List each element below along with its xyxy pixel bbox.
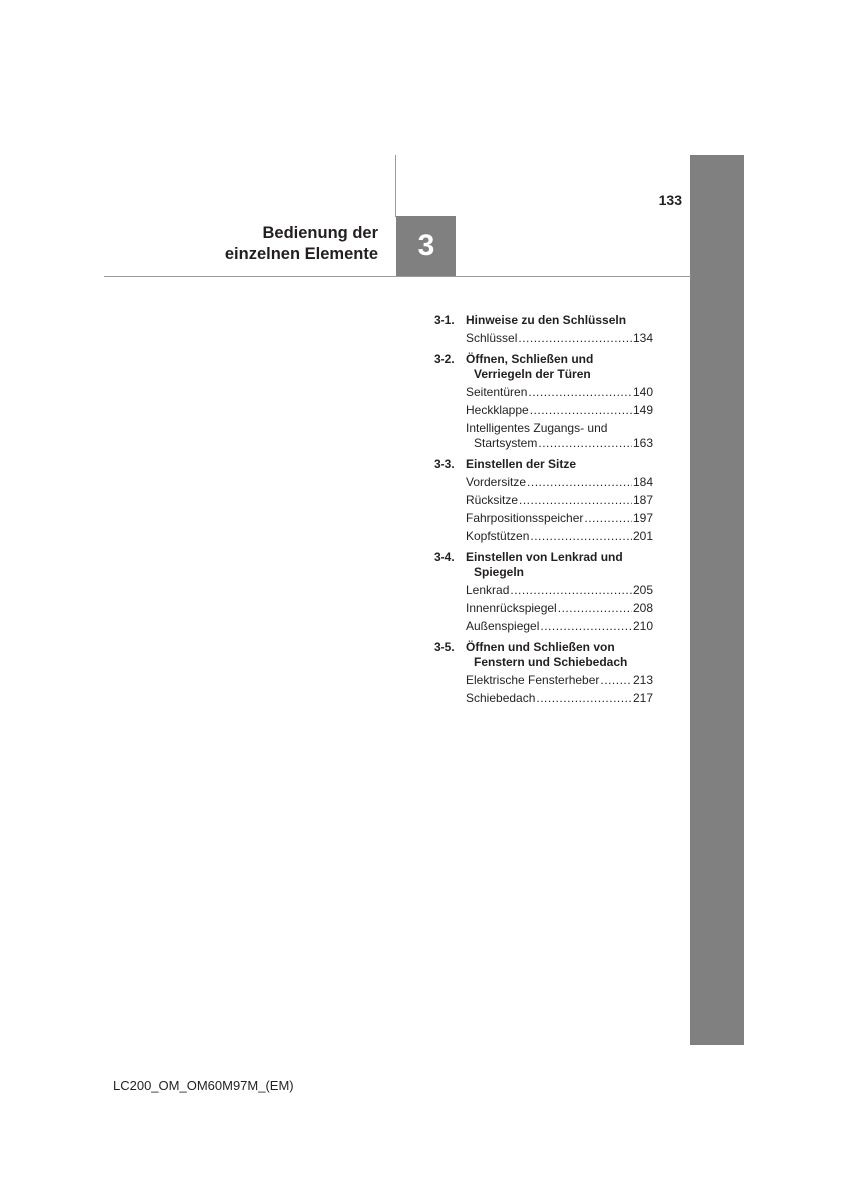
dot-leader: [530, 529, 632, 544]
chapter-title: [225, 223, 378, 265]
dot-leader: [519, 493, 632, 508]
chapter-number-box: 3: [396, 216, 456, 276]
toc-entry[interactable]: [434, 493, 653, 508]
dot-leader: [536, 691, 632, 706]
toc-entry[interactable]: [434, 529, 653, 544]
toc-section-number: 3-2.: [434, 352, 455, 366]
toc-entry[interactable]: [434, 421, 653, 451]
toc-section-heading[interactable]: [434, 550, 653, 580]
toc-entry[interactable]: [434, 331, 653, 346]
toc-entry[interactable]: [434, 601, 653, 616]
toc-entry[interactable]: [434, 403, 653, 418]
toc-section-number: 3-4.: [434, 550, 455, 564]
toc-entry-page: 201: [632, 529, 653, 543]
toc-entry-label: Intelligentes Zugangs- und: [466, 421, 608, 435]
toc-entry-label: Kopfstützen: [466, 529, 530, 543]
toc-section-number: 3-5.: [434, 640, 455, 654]
toc-entry-label: Innenrückspiegel: [466, 601, 557, 615]
dot-leader: [540, 619, 632, 634]
toc-entry[interactable]: [434, 691, 653, 706]
toc-entry[interactable]: [434, 673, 653, 688]
dot-leader: [518, 331, 632, 346]
toc-entry-label: Heckklappe: [466, 403, 529, 417]
document-code-footer: LC200_OM_OM60M97M_(EM): [113, 1078, 294, 1093]
toc-entry[interactable]: [434, 385, 653, 400]
toc-entry-label: Vordersitze: [466, 475, 527, 489]
toc-section-title: [466, 457, 576, 472]
toc-section-number: 3-3.: [434, 457, 455, 471]
dot-leader: [510, 583, 632, 598]
chapter-title-line: Bedienung der: [262, 224, 378, 242]
header-rule: [104, 276, 691, 277]
toc-entry-page: 163: [632, 436, 653, 450]
toc-entry-page: 187: [632, 493, 653, 507]
dot-leader: [558, 601, 632, 616]
toc-entry-page: 149: [632, 403, 653, 417]
toc-entry-page: 197: [632, 511, 653, 525]
toc-entry-page: 140: [632, 385, 653, 399]
toc-entry-page: 205: [632, 583, 653, 597]
toc-entry[interactable]: [434, 583, 653, 598]
toc-entry-label: Lenkrad: [466, 583, 510, 597]
toc-section-title-line: Einstellen von Lenkrad und: [466, 550, 623, 564]
toc-section-heading[interactable]: [434, 352, 653, 382]
toc-entry-label: Außenspiegel: [466, 619, 540, 633]
toc-entry-label: Startsystem: [474, 436, 538, 450]
chapter-side-tab: [690, 155, 744, 1045]
toc-section-title-line: Hinweise zu den Schlüsseln: [466, 313, 627, 327]
toc-entry-page: 184: [632, 475, 653, 489]
dot-leader: [538, 436, 632, 451]
toc-entry-page: 208: [632, 601, 653, 615]
toc-entry-label: Schiebedach: [466, 691, 536, 705]
toc-entry-label: Seitentüren: [466, 385, 528, 399]
dot-leader: [527, 475, 632, 490]
toc-entry-page: 217: [632, 691, 653, 705]
toc-section-title: [466, 550, 623, 580]
toc-entry[interactable]: [434, 475, 653, 490]
toc-section-heading[interactable]: [434, 640, 653, 670]
toc-entry[interactable]: [434, 619, 653, 634]
toc-section-title: [466, 313, 626, 328]
dot-leader: [600, 673, 632, 688]
toc-section-title: [466, 640, 627, 670]
toc-section-title-line: Einstellen der Sitze: [466, 457, 577, 471]
toc-section-title-line: Öffnen, Schließen und: [466, 352, 594, 366]
chapter-title-line: einzelnen Elemente: [224, 245, 378, 263]
toc-entry-page: 134: [632, 331, 653, 345]
dot-leader: [530, 403, 632, 418]
toc-section-title: [466, 352, 593, 382]
toc-section-number: 3-1.: [434, 313, 455, 327]
dot-leader: [584, 511, 632, 526]
dot-leader: [528, 385, 632, 400]
toc-section-title-line: Öffnen und Schließen von: [466, 640, 615, 654]
toc-section-title-line: Fenstern und Schiebedach: [474, 655, 628, 669]
toc-section-heading[interactable]: [434, 457, 653, 472]
toc-entry[interactable]: [434, 511, 653, 526]
toc-entry-label: Fahrpositionsspeicher: [466, 511, 584, 525]
page-number: 133: [658, 192, 682, 208]
toc-entry-label: Elektrische Fensterheber: [466, 673, 600, 687]
toc-entry-label: Rücksitze: [466, 493, 519, 507]
toc-section-title-line: Verriegeln der Türen: [474, 367, 591, 381]
toc-entry-page: 210: [632, 619, 653, 633]
toc-section-title-line: Spiegeln: [474, 565, 525, 579]
vertical-rule: [395, 155, 396, 217]
toc-section-heading[interactable]: [434, 313, 653, 328]
toc-entry-label: Schlüssel: [466, 331, 518, 345]
table-of-contents: [434, 313, 653, 706]
toc-entry-page: 213: [632, 673, 653, 687]
